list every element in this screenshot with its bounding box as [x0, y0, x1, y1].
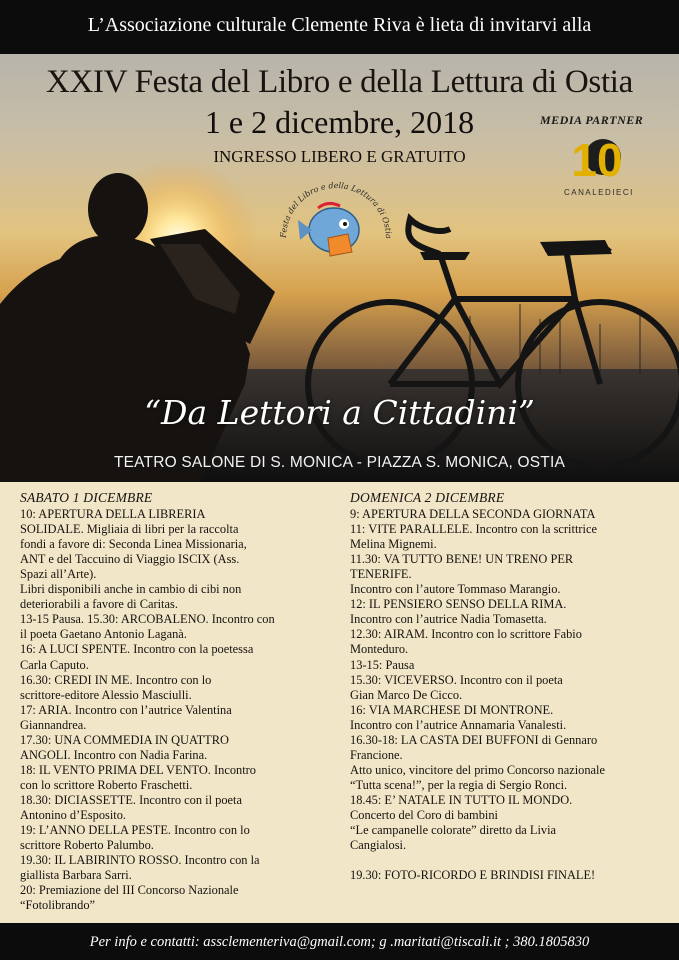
sunday-lines	[350, 507, 656, 883]
program-line: 16.30-18: LA CASTA DEI BUFFONI di Gennaro	[350, 732, 598, 747]
program-line: 12.30: AIRAM. Incontro con lo scrittore Fabio	[350, 627, 582, 642]
program-line	[350, 853, 656, 868]
sunday-program	[350, 490, 656, 883]
program-line: 13-15: Pausa	[350, 657, 415, 672]
program-line: Cangialosi.	[350, 838, 407, 853]
program-line: Incontro con l’autrice Annamaria Vanalesti.	[350, 717, 567, 732]
program-line: Antonino d’Esposito.	[20, 807, 127, 822]
program-line: “Tutta scena!”, per la regia di Sergio Ronci.	[350, 777, 568, 792]
program-line: 17: ARIA. Incontro con l’autrice Valentina	[20, 702, 232, 717]
program-line: 19: L’ANNO DELLA PESTE. Incontro con lo	[20, 823, 250, 838]
program-line: 12: IL PENSIERO SENSO DELLA RIMA.	[350, 597, 567, 612]
program-line: Spazi all’Arte).	[20, 567, 97, 582]
sunday-heading: DOMENICA 2 DICEMBRE	[350, 490, 505, 505]
program-line: Monteduro.	[350, 642, 409, 657]
program-line: 13-15 Pausa. 15.30: ARCOBALENO. Incontro con	[20, 612, 275, 627]
program-line: “Le campanelle colorate” diretto da Livia	[350, 823, 557, 838]
program-line: deteriorabili a favore di Caritas.	[20, 597, 178, 612]
program-line: 15.30: VICEVERSO. Incontro con il poeta	[350, 672, 563, 687]
program-line: fondi a favore di: Seconda Linea Missionaria,	[20, 537, 247, 552]
canaledieci-logo-text: 10	[571, 134, 623, 186]
motto: “Da Lettori a Cittadini”	[144, 393, 535, 432]
program-line: ANGOLI. Incontro con Nadia Farina.	[20, 747, 208, 762]
free-entry-note: INGRESSO LIBERO E GRATUITO	[213, 147, 466, 166]
program-line: Melina Mignemi.	[350, 537, 437, 552]
contact-info: Per info e contatti: assclementeriva@gmail.com; g .maritati@tiscali.it ; 380.1805830	[89, 934, 590, 950]
program-line: il poeta Gaetano Antonio Laganà.	[20, 627, 187, 642]
saturday-lines	[20, 507, 312, 913]
program-line: SOLIDALE. Migliaia di libri per la raccolta	[20, 522, 239, 537]
program-line: giallista Barbara Sarri.	[20, 868, 132, 883]
program-line: 16: A LUCI SPENTE. Incontro con la poetessa	[20, 642, 254, 657]
venue-line: TEATRO SALONE DI S. MONICA - PIAZZA S. MONICA, OSTIA	[113, 454, 566, 471]
program-line: 9: APERTURA DELLA SECONDA GIORNATA	[350, 507, 596, 522]
festa-logo-text: Festa del Libro e della Lettura di Ostia	[278, 181, 394, 239]
media-partner-label: MEDIA PARTNER	[540, 113, 644, 127]
program-line: con lo scrittore Roberto Fraschetti.	[20, 777, 193, 792]
program-line: 18: IL VENTO PRIMA DEL VENTO. Incontro	[20, 762, 256, 777]
event-dates: 1 e 2 dicembre, 2018	[204, 104, 475, 140]
program-line: Gian Marco De Cicco.	[350, 687, 463, 702]
program-line: TENERIFE.	[350, 567, 412, 582]
canaledieci-logo	[558, 130, 636, 188]
saturday-program	[20, 490, 312, 913]
program-line: Carla Caputo.	[20, 657, 89, 672]
program-line: “Fotolibrando”	[20, 898, 96, 913]
program-line: 20: Premiazione del III Concorso Nazionale	[20, 883, 239, 898]
program-line: Libri disponibili anche in cambio di cibi non	[20, 582, 242, 597]
program-line: 19.30: FOTO-RICORDO E BRINDISI FINALE!	[350, 868, 596, 883]
event-title: XXIV Festa del Libro e della Lettura di Ostia	[45, 64, 634, 100]
program-line: scrittore Roberto Palumbo.	[20, 838, 154, 853]
program-line: Incontro con l’autrice Nadia Tomasetta.	[350, 612, 547, 627]
program-line: Incontro con l’autore Tommaso Marangio.	[350, 582, 561, 597]
program-line: 10: APERTURA DELLA LIBRERIA	[20, 507, 206, 522]
program-line: 11: VITE PARALLELE. Incontro con la scrittrice	[350, 522, 597, 537]
program-line: 16.30: CREDI IN ME. Incontro con lo	[20, 672, 212, 687]
invite-line: L’Associazione culturale Clemente Riva è lieta di invitarvi alla	[87, 14, 592, 36]
program-line: scrittore-editore Alessio Masciulli.	[20, 687, 192, 702]
program-line: 19.30: IL LABIRINTO ROSSO. Incontro con la	[20, 853, 260, 868]
program-line: 18.45: E’ NATALE IN TUTTO IL MONDO.	[350, 792, 573, 807]
program-line: Giannandrea.	[20, 717, 87, 732]
program-line: 17.30: UNA COMMEDIA IN QUATTRO	[20, 732, 229, 747]
program-line: 11.30: VA TUTTO BENE! UN TRENO PER	[350, 552, 574, 567]
program-line: Atto unico, vincitore del primo Concorso nazionale	[350, 762, 605, 777]
program-line: 18.30: DICIASSETTE. Incontro con il poeta	[20, 792, 242, 807]
saturday-heading: SABATO 1 DICEMBRE	[20, 490, 153, 505]
festa-libro-logo	[268, 168, 398, 278]
program-line: ANT e del Taccuino di Viaggio ISCIX (Ass.	[20, 552, 240, 567]
program-line: 16: VIA MARCHESE DI MONTRONE.	[350, 702, 554, 717]
program-line: Francione.	[350, 747, 403, 762]
program-line: Concerto del Coro di bambini	[350, 807, 498, 822]
partner-name: CANALEDIECI	[564, 188, 634, 197]
